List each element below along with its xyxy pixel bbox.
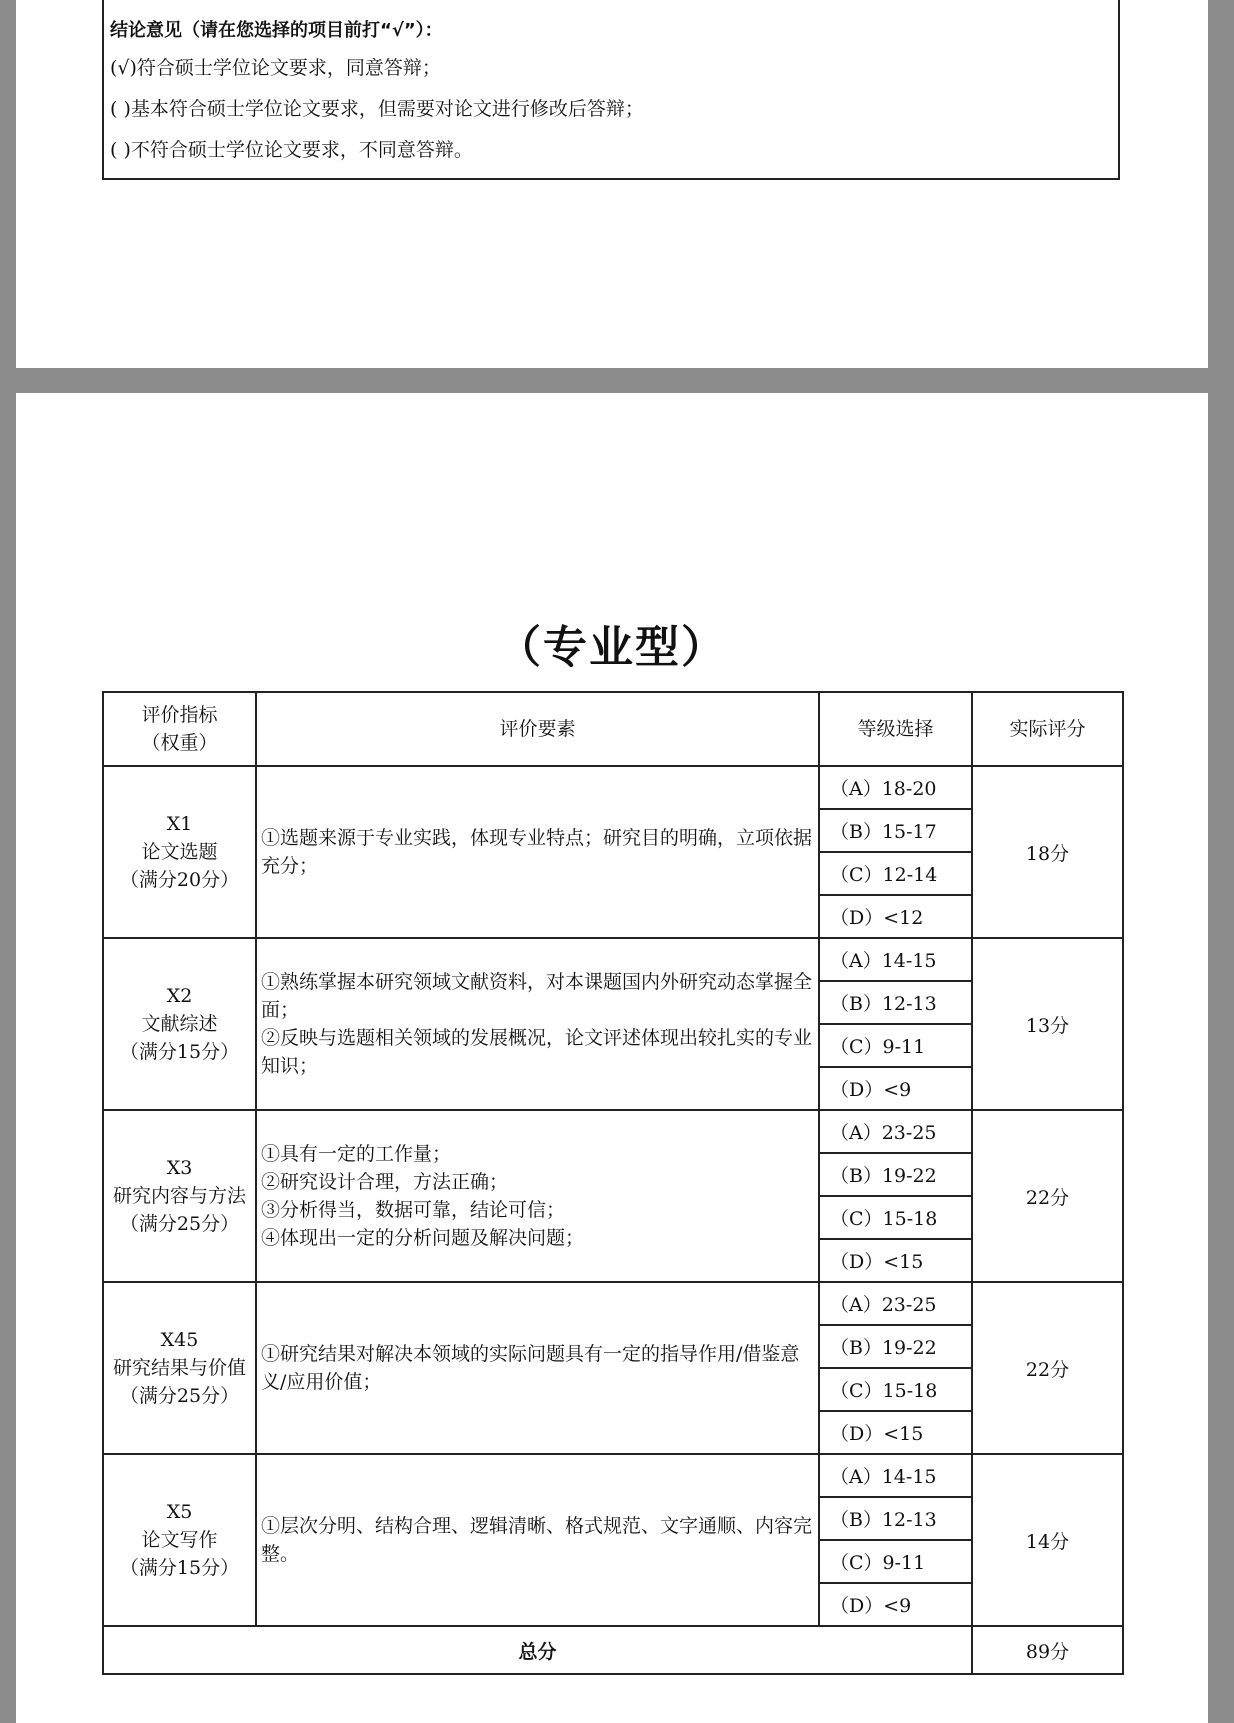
indicator-cell: X5 论文写作 （满分15分） <box>103 1454 256 1626</box>
score-cell: 18分 <box>972 766 1123 938</box>
elements-cell: ①层次分明、结构合理、逻辑清晰、格式规范、文字通顺、内容完整。 <box>256 1454 819 1626</box>
grade-option: （C）12-14 <box>819 852 972 895</box>
table-row <box>103 1110 1123 1153</box>
total-score: 89分 <box>972 1626 1123 1674</box>
indicator-cell: X2 文献综述 （满分15分） <box>103 938 256 1110</box>
score-cell: 13分 <box>972 938 1123 1110</box>
elements-cell: ①研究结果对解决本领域的实际问题具有一定的指导作用/借鉴意义/应用价值； <box>256 1282 819 1454</box>
conclusion-option-reject: ( )不符合硕士学位论文要求，不同意答辩。 <box>110 139 473 161</box>
grade-option: （C）15-18 <box>819 1196 972 1239</box>
grade-option: （D）<12 <box>819 895 972 938</box>
page-title: （专业型） <box>497 622 727 673</box>
grade-option: （B）15-17 <box>819 809 972 852</box>
total-row <box>103 1626 1123 1674</box>
elements-cell: ①熟练掌握本研究领域文献资料，对本课题国内外研究动态掌握全面； ②反映与选题相关领域的发展概况，论文评述体现出较扎实的专业知识； <box>256 938 819 1110</box>
indicator-cell: X45 研究结果与价值 （满分25分） <box>103 1282 256 1454</box>
conclusion-box <box>102 0 1120 180</box>
grade-option: （D）<9 <box>819 1583 972 1626</box>
grade-option: （B）12-13 <box>819 1497 972 1540</box>
document-page-1 <box>16 0 1208 368</box>
elements-cell: ①选题来源于专业实践，体现专业特点；研究目的明确，立项依据充分； <box>256 766 819 938</box>
table-header-row <box>103 692 1123 766</box>
grade-option: （A）23-25 <box>819 1110 972 1153</box>
header-score: 实际评分 <box>972 692 1123 766</box>
grade-option: （B）19-22 <box>819 1153 972 1196</box>
header-grade: 等级选择 <box>819 692 972 766</box>
grade-option: （A）14-15 <box>819 938 972 981</box>
header-indicator: 评价指标 （权重） <box>103 692 256 766</box>
conclusion-option-revise: ( )基本符合硕士学位论文要求，但需要对论文进行修改后答辩； <box>110 98 644 120</box>
grade-option: （B）19-22 <box>819 1325 972 1368</box>
score-cell: 22分 <box>972 1282 1123 1454</box>
table-row <box>103 1282 1123 1325</box>
evaluation-table <box>102 691 1124 1675</box>
grade-option: （C）9-11 <box>819 1540 972 1583</box>
grade-option: （A）23-25 <box>819 1282 972 1325</box>
header-elements: 评价要素 <box>256 692 819 766</box>
grade-option: （D）<15 <box>819 1411 972 1454</box>
score-cell: 22分 <box>972 1110 1123 1282</box>
table-row <box>103 766 1123 809</box>
indicator-cell: X1 论文选题 （满分20分） <box>103 766 256 938</box>
document-page-2 <box>16 393 1208 1723</box>
grade-option: （C）9-11 <box>819 1024 972 1067</box>
grade-option: （D）<15 <box>819 1239 972 1282</box>
grade-option: （C）15-18 <box>819 1368 972 1411</box>
grade-option: （B）12-13 <box>819 981 972 1024</box>
total-label: 总分 <box>103 1626 972 1674</box>
score-cell: 14分 <box>972 1454 1123 1626</box>
grade-option: （A）14-15 <box>819 1454 972 1497</box>
table-row <box>103 1454 1123 1497</box>
conclusion-title: 结论意见（请在您选择的项目前打“√”）： <box>110 20 443 41</box>
grade-option: （D）<9 <box>819 1067 972 1110</box>
grade-option: （A）18-20 <box>819 766 972 809</box>
conclusion-option-agree: (√)符合硕士学位论文要求，同意答辩； <box>110 57 441 79</box>
indicator-cell: X3 研究内容与方法 （满分25分） <box>103 1110 256 1282</box>
elements-cell: ①具有一定的工作量； ②研究设计合理，方法正确； ③分析得当，数据可靠，结论可信； ④体现出一定的分析问题及解决问题； <box>256 1110 819 1282</box>
table-row <box>103 938 1123 981</box>
